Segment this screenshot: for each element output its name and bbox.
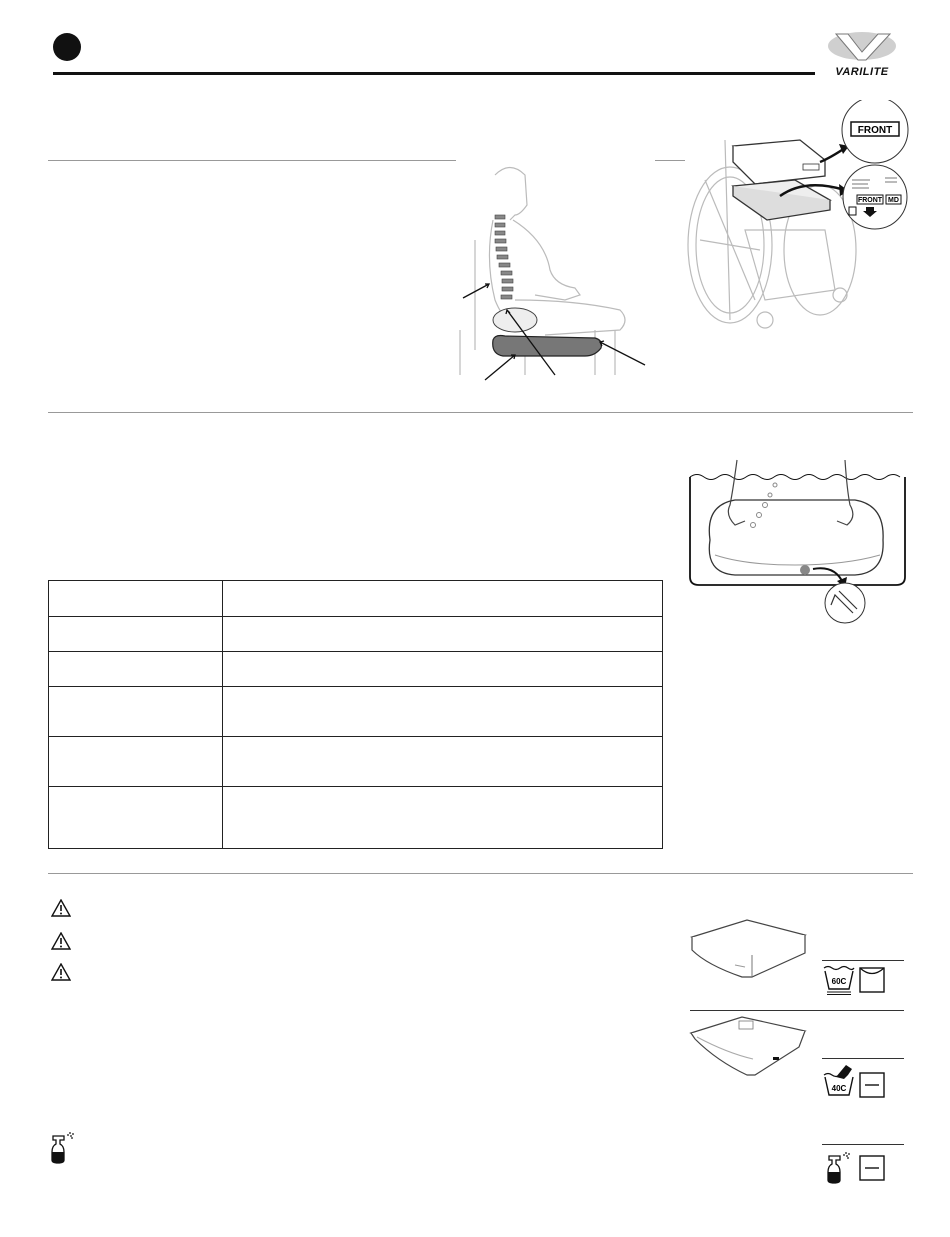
table-cell: [223, 687, 663, 737]
table-cell: [49, 737, 223, 787]
table-row: [49, 737, 663, 787]
table-cell: [223, 787, 663, 849]
header-rule: [53, 72, 815, 75]
specification-table: [48, 580, 663, 849]
table-row: [49, 617, 663, 652]
page-marker-dot: [53, 33, 81, 61]
table-cell: [223, 737, 663, 787]
table-cell: [49, 787, 223, 849]
spray-bottle-icon: [48, 1130, 78, 1164]
spray-bottle-icon: [824, 1150, 854, 1184]
care-divider: [690, 1010, 904, 1011]
table-cell: [223, 652, 663, 687]
care-rule-1: [822, 960, 904, 961]
wheelchair-cushion-orientation-illustration: [685, 100, 910, 340]
table-row: [49, 687, 663, 737]
table-row: [49, 581, 663, 617]
brand-name: VARILITE: [835, 66, 889, 78]
dry-flat-icon: [859, 1155, 885, 1181]
table-row: [49, 652, 663, 687]
wash-40-label: 40C: [831, 1084, 847, 1093]
section2-rule: [48, 412, 913, 413]
care-rule-3: [822, 1144, 904, 1145]
tumble-dry-icon: [859, 967, 885, 993]
warning-triangle-icon: [51, 963, 71, 981]
section1-rule-left: [48, 160, 456, 161]
table-cell: [223, 581, 663, 617]
section1-rule-right: [655, 160, 685, 161]
warning-triangle-icon: [51, 932, 71, 950]
table-cell: [49, 617, 223, 652]
front-label-large: FRONT: [857, 125, 893, 136]
wash-tub-60-icon: [822, 965, 856, 995]
md-label: MD: [888, 197, 899, 204]
seated-posture-illustration: [455, 160, 655, 390]
dry-flat-icon: [859, 1072, 885, 1098]
front-label-small: FRONT: [857, 197, 883, 204]
table-cell: [49, 581, 223, 617]
brand-logo: [812, 28, 912, 80]
varilite-logo-icon: [812, 28, 912, 68]
care-rule-2: [822, 1058, 904, 1059]
warning-triangle-icon: [51, 899, 71, 917]
table-row: [49, 787, 663, 849]
hand-wash-40-icon: [822, 1063, 856, 1097]
section3-rule: [48, 873, 913, 874]
cushion-without-cover-illustration: [687, 1013, 812, 1083]
table-cell: [49, 652, 223, 687]
water-submersion-leak-test-illustration: [685, 455, 910, 625]
cushion-with-cover-illustration: [687, 915, 812, 985]
wash-60-label: 60C: [831, 977, 847, 986]
table-cell: [49, 687, 223, 737]
table-cell: [223, 617, 663, 652]
